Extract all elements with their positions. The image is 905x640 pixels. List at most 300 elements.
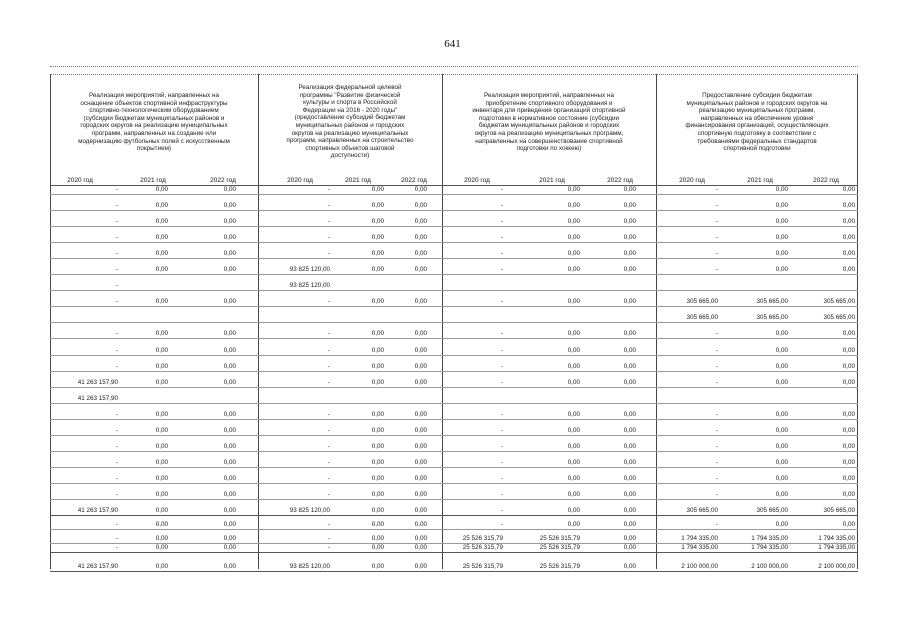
table-cell: 0,00 — [567, 490, 580, 498]
row-divider — [50, 355, 858, 356]
table-cell: - — [115, 490, 118, 498]
table-cell: 0,00 — [223, 535, 236, 542]
table-cell: 0,00 — [371, 218, 384, 226]
table-cell: 25 526 315,79 — [539, 544, 580, 551]
table-cell: 0,00 — [775, 426, 788, 434]
table-cell: 0,00 — [371, 202, 384, 210]
table-cell: - — [500, 442, 503, 450]
table-cell: - — [115, 442, 118, 450]
table-cell: 0,00 — [842, 346, 855, 354]
table-cell: - — [715, 346, 718, 354]
table-cell: 0,00 — [155, 266, 168, 274]
table-cell: 25 526 315,79 — [462, 544, 503, 551]
table-cell: - — [715, 234, 718, 242]
year-header-row — [50, 177, 858, 185]
table-cell: 0,00 — [842, 266, 855, 274]
table-cell: 0,00 — [155, 202, 168, 210]
table-cell: 0,00 — [567, 266, 580, 274]
table-cell: 0,00 — [414, 458, 427, 466]
table-cell: - — [715, 362, 718, 370]
table-cell: - — [500, 410, 503, 418]
table-cell: - — [115, 282, 118, 290]
table-cell: 0,00 — [155, 535, 168, 542]
table-cell: 0,00 — [414, 442, 427, 450]
table-cell: - — [500, 426, 503, 434]
header-divider — [50, 185, 858, 186]
table-cell: 0,00 — [842, 426, 855, 434]
year-header: 2022 год — [401, 177, 427, 184]
table-cell: 0,00 — [371, 563, 384, 570]
table-cell: 0,00 — [371, 442, 384, 450]
table-cell: 0,00 — [414, 410, 427, 418]
table-cell: 305 665,00 — [823, 507, 855, 514]
table-cell: 0,00 — [155, 378, 168, 386]
table-cell: - — [500, 186, 503, 193]
table-cell: 0,00 — [414, 426, 427, 434]
table-row — [50, 521, 858, 529]
table-cell: 0,00 — [775, 474, 788, 482]
table-row — [50, 298, 858, 306]
table-cell: - — [715, 186, 718, 193]
table-cell: 0,00 — [567, 521, 580, 528]
table-cell: 25 526 315,79 — [462, 535, 503, 542]
row-divider — [50, 387, 858, 388]
table-cell: - — [327, 490, 330, 498]
table-row — [50, 459, 858, 467]
table-cell: 0,00 — [371, 362, 384, 370]
year-header: 2020 год — [679, 177, 705, 184]
year-header: 2021 год — [345, 177, 371, 184]
table-cell: 0,00 — [223, 266, 236, 274]
table-cell: - — [500, 218, 503, 226]
table-cell: 305 665,00 — [823, 314, 855, 322]
table-cell: 0,00 — [567, 474, 580, 482]
year-header: 2022 год — [210, 177, 236, 184]
table-cell: - — [115, 426, 118, 434]
table-cell: 0,00 — [371, 458, 384, 466]
table-cell: 0,00 — [223, 544, 236, 551]
table-cell: - — [327, 544, 330, 551]
table-cell: 0,00 — [223, 202, 236, 210]
table-cell: 0,00 — [414, 535, 427, 542]
table-cell: 305 665,00 — [686, 298, 718, 306]
table-row — [50, 314, 858, 322]
table-cell: 0,00 — [623, 266, 636, 274]
table-cell: 0,00 — [623, 507, 636, 514]
table-cell: 1 794 335,00 — [818, 535, 855, 542]
table-row — [50, 443, 858, 451]
table-cell: - — [327, 458, 330, 466]
table-cell: 0,00 — [623, 535, 636, 542]
table-cell: 0,00 — [623, 563, 636, 570]
table-row — [50, 330, 858, 338]
table-cell: 0,00 — [223, 410, 236, 418]
row-divider — [50, 290, 858, 291]
row-divider — [50, 226, 858, 227]
table-cell: 0,00 — [842, 202, 855, 210]
table-cell: 305 665,00 — [756, 507, 788, 514]
table-cell: 93 825 120,00 — [289, 507, 330, 514]
table-cell: 41 263 157,90 — [77, 563, 118, 570]
row-divider — [50, 322, 858, 323]
table-cell: 0,00 — [567, 410, 580, 418]
table-cell: 0,00 — [414, 250, 427, 258]
table-cell: 0,00 — [623, 298, 636, 306]
table-cell: 0,00 — [567, 362, 580, 370]
table-row — [50, 250, 858, 258]
table-row — [50, 544, 858, 552]
table-cell: 0,00 — [414, 544, 427, 551]
table-cell: 0,00 — [155, 346, 168, 354]
table-cell: 0,00 — [414, 474, 427, 482]
table-cell: 0,00 — [371, 535, 384, 542]
table-cell: 0,00 — [623, 474, 636, 482]
table-cell: 0,00 — [371, 378, 384, 386]
table-cell: 0,00 — [223, 330, 236, 338]
top-dotted-border — [50, 66, 858, 67]
table-cell: 0,00 — [623, 490, 636, 498]
table-cell: 0,00 — [623, 426, 636, 434]
table-cell: 0,00 — [775, 378, 788, 386]
table-cell: 0,00 — [155, 218, 168, 226]
table-cell: 0,00 — [155, 250, 168, 258]
table-cell: 0,00 — [371, 426, 384, 434]
table-cell: 0,00 — [371, 507, 384, 514]
row-divider — [50, 499, 858, 500]
table-cell: 0,00 — [567, 346, 580, 354]
table-cell: - — [115, 521, 118, 528]
table-cell: 0,00 — [371, 298, 384, 306]
table-cell: 0,00 — [775, 346, 788, 354]
table-cell: 0,00 — [155, 544, 168, 551]
table-cell: 0,00 — [842, 458, 855, 466]
table-cell: 0,00 — [371, 346, 384, 354]
table-cell: 0,00 — [775, 186, 788, 193]
table-cell: 0,00 — [842, 410, 855, 418]
table-cell: 0,00 — [567, 202, 580, 210]
row-divider — [50, 451, 858, 452]
table-cell: - — [715, 426, 718, 434]
table-cell: 0,00 — [567, 507, 580, 514]
table-cell: 0,00 — [623, 218, 636, 226]
table-cell: - — [327, 234, 330, 242]
table-cell: - — [115, 186, 118, 193]
table-cell: 0,00 — [623, 362, 636, 370]
table-cell: - — [500, 202, 503, 210]
table-cell: 41 263 157,90 — [77, 507, 118, 514]
row-divider — [50, 371, 858, 372]
row-divider — [50, 467, 858, 468]
table-cell: - — [500, 298, 503, 306]
table-cell: 0,00 — [414, 346, 427, 354]
table-cell: 0,00 — [414, 298, 427, 306]
table-cell: 2 100 000,00 — [681, 563, 718, 570]
table-cell: 0,00 — [414, 378, 427, 386]
table-cell: 93 825 120,00 — [289, 563, 330, 570]
year-header: 2021 год — [747, 177, 773, 184]
row-divider — [50, 483, 858, 484]
table-cell: 0,00 — [567, 426, 580, 434]
row-divider — [50, 258, 858, 259]
row-divider — [50, 419, 858, 420]
table-cell: - — [115, 346, 118, 354]
table-cell: 0,00 — [223, 298, 236, 306]
table-cell: - — [715, 474, 718, 482]
table-cell: - — [327, 426, 330, 434]
table-cell: 1 794 335,00 — [681, 544, 718, 551]
table-cell: 0,00 — [223, 507, 236, 514]
table-row — [50, 491, 858, 499]
table-cell: 0,00 — [775, 490, 788, 498]
table-cell: - — [327, 202, 330, 210]
table-cell: 0,00 — [842, 442, 855, 450]
table-cell: - — [500, 490, 503, 498]
table-cell: 0,00 — [414, 521, 427, 528]
row-divider — [50, 515, 858, 516]
table-cell: 0,00 — [623, 234, 636, 242]
table-cell: 1 794 335,00 — [818, 544, 855, 551]
table-cell: - — [327, 298, 330, 306]
table-cell: - — [715, 410, 718, 418]
table-cell: 0,00 — [775, 362, 788, 370]
table-cell: - — [115, 266, 118, 274]
table-cell: 0,00 — [842, 378, 855, 386]
table-cell: 0,00 — [223, 234, 236, 242]
table-cell: 0,00 — [842, 234, 855, 242]
table-cell: 0,00 — [223, 346, 236, 354]
table-cell: 0,00 — [223, 378, 236, 386]
table-row — [50, 282, 858, 290]
table-cell: - — [115, 330, 118, 338]
year-header: 2020 год — [67, 177, 93, 184]
table-cell: - — [327, 535, 330, 542]
row-divider — [50, 210, 858, 211]
table-cell: - — [715, 442, 718, 450]
table-cell: 0,00 — [567, 250, 580, 258]
table-cell: 0,00 — [155, 521, 168, 528]
table-cell: 0,00 — [567, 442, 580, 450]
table-cell: 25 526 315,79 — [539, 563, 580, 570]
row-divider — [50, 571, 858, 572]
table-cell: 0,00 — [623, 250, 636, 258]
table-cell: 0,00 — [223, 490, 236, 498]
table-cell: 0,00 — [371, 521, 384, 528]
table-cell: - — [500, 346, 503, 354]
table-cell: - — [500, 266, 503, 274]
table-cell: - — [327, 186, 330, 193]
table-cell: 0,00 — [223, 362, 236, 370]
table-cell: 0,00 — [775, 442, 788, 450]
table-cell: - — [327, 442, 330, 450]
row-divider — [50, 435, 858, 436]
table-cell: - — [327, 521, 330, 528]
table-cell: - — [327, 330, 330, 338]
top-dotted-border-2 — [50, 74, 858, 75]
table-cell: - — [327, 218, 330, 226]
table-cell: 0,00 — [623, 202, 636, 210]
table-row — [50, 475, 858, 483]
table-row — [50, 395, 858, 403]
table-cell: 0,00 — [223, 250, 236, 258]
row-divider — [50, 242, 858, 243]
table-cell: 0,00 — [223, 474, 236, 482]
table-cell: 0,00 — [155, 563, 168, 570]
table-cell: 0,00 — [155, 426, 168, 434]
table-cell: 0,00 — [371, 490, 384, 498]
page-number: 641 — [444, 38, 461, 50]
table-cell: 305 665,00 — [756, 298, 788, 306]
table-cell: 0,00 — [155, 507, 168, 514]
table-cell: - — [715, 250, 718, 258]
table-cell: 0,00 — [775, 250, 788, 258]
table-cell: - — [715, 330, 718, 338]
table-cell: - — [500, 250, 503, 258]
table-cell: - — [327, 474, 330, 482]
table-cell: - — [500, 474, 503, 482]
table-cell: 0,00 — [414, 563, 427, 570]
table-cell: 0,00 — [371, 234, 384, 242]
table-cell: - — [715, 521, 718, 528]
table-cell: 0,00 — [155, 490, 168, 498]
table-cell: 0,00 — [414, 330, 427, 338]
table-cell: 0,00 — [842, 362, 855, 370]
table-cell: 0,00 — [371, 330, 384, 338]
table-cell: 0,00 — [567, 218, 580, 226]
table-cell: - — [115, 218, 118, 226]
table-cell: 0,00 — [155, 330, 168, 338]
table-cell: 0,00 — [155, 362, 168, 370]
table-cell: 0,00 — [414, 266, 427, 274]
table-cell: 0,00 — [842, 218, 855, 226]
row-divider — [50, 338, 858, 339]
table-cell: 0,00 — [775, 330, 788, 338]
table-cell: 0,00 — [623, 330, 636, 338]
table-cell: 0,00 — [371, 544, 384, 551]
table-cell: 0,00 — [775, 458, 788, 466]
year-header: 2022 год — [813, 177, 839, 184]
table-cell: 0,00 — [371, 410, 384, 418]
table-cell: 1 794 335,00 — [751, 535, 788, 542]
table-cell: 25 526 315,79 — [539, 535, 580, 542]
year-header: 2021 год — [140, 177, 166, 184]
table-cell: 0,00 — [414, 490, 427, 498]
table-row — [50, 363, 858, 371]
table-cell: 0,00 — [623, 378, 636, 386]
table-cell: 0,00 — [155, 474, 168, 482]
table-cell: 0,00 — [775, 234, 788, 242]
table-cell: - — [500, 521, 503, 528]
table-cell: 0,00 — [775, 218, 788, 226]
group-header-hockey-equipment: Реализация мероприятий, направленных на приобретение спортивного оборудования и инвентаря для приведения организаций спортивной подготовки в нормативное состояние (субсидии бюджетам муниципальных районов и городских округов на реализацию муниципальных программ, направленных на совершенствование спортивной подготовки по хоккею) — [472, 92, 626, 153]
table-cell: 0,00 — [414, 186, 427, 193]
table-cell: 0,00 — [155, 186, 168, 193]
table-cell: - — [715, 202, 718, 210]
table-cell: 0,00 — [775, 266, 788, 274]
table-cell: - — [327, 378, 330, 386]
table-cell: 0,00 — [567, 458, 580, 466]
table-cell: - — [500, 378, 503, 386]
table-cell: - — [115, 458, 118, 466]
table-cell: 0,00 — [842, 330, 855, 338]
table-row — [50, 347, 858, 355]
table-cell: 0,00 — [371, 250, 384, 258]
table-row — [50, 563, 858, 571]
year-header: 2020 год — [464, 177, 490, 184]
table-cell: 0,00 — [623, 521, 636, 528]
table-cell: 93 825 120,00 — [289, 282, 330, 290]
table-cell: 0,00 — [567, 298, 580, 306]
table-row — [50, 186, 858, 194]
table-cell: - — [115, 410, 118, 418]
table-cell: 0,00 — [775, 521, 788, 528]
table-cell: - — [715, 266, 718, 274]
year-header: 2020 год — [287, 177, 313, 184]
table-cell: - — [500, 458, 503, 466]
table-cell: 93 825 120,00 — [289, 266, 330, 274]
table-cell: 0,00 — [414, 507, 427, 514]
table-cell: - — [115, 202, 118, 210]
row-divider — [50, 194, 858, 195]
table-cell: - — [500, 507, 503, 514]
table-cell: 0,00 — [775, 410, 788, 418]
table-cell: 0,00 — [371, 266, 384, 274]
table-cell: 0,00 — [623, 346, 636, 354]
table-row — [50, 379, 858, 387]
table-cell: 0,00 — [567, 330, 580, 338]
table-cell: 0,00 — [223, 442, 236, 450]
table-cell: - — [115, 544, 118, 551]
table-cell: 0,00 — [623, 442, 636, 450]
table-cell: 0,00 — [414, 234, 427, 242]
table-cell: 0,00 — [567, 378, 580, 386]
table-cell: - — [715, 490, 718, 498]
table-cell: - — [115, 234, 118, 242]
table-cell: - — [115, 474, 118, 482]
table-cell: 0,00 — [223, 186, 236, 193]
table-cell: 0,00 — [371, 186, 384, 193]
row-divider — [50, 403, 858, 404]
table-cell: 2 100 000,00 — [818, 563, 855, 570]
table-cell: - — [327, 250, 330, 258]
table-row — [50, 411, 858, 419]
table-cell: 0,00 — [414, 362, 427, 370]
table-row — [50, 266, 858, 274]
table-cell: - — [327, 410, 330, 418]
year-header: 2021 год — [539, 177, 565, 184]
table-cell: 0,00 — [223, 521, 236, 528]
table-cell: 0,00 — [623, 186, 636, 193]
table-cell: 0,00 — [623, 410, 636, 418]
table-cell: 0,00 — [775, 202, 788, 210]
table-row — [50, 234, 858, 242]
table-cell: 0,00 — [842, 474, 855, 482]
table-cell: - — [115, 250, 118, 258]
table-cell: 305 665,00 — [686, 507, 718, 514]
table-row — [50, 218, 858, 226]
table-cell: 0,00 — [842, 250, 855, 258]
table-cell: 0,00 — [155, 234, 168, 242]
table-cell: 305 665,00 — [823, 298, 855, 306]
row-divider — [50, 529, 858, 530]
table-cell: 25 526 315,79 — [462, 563, 503, 570]
table-cell: 0,00 — [155, 298, 168, 306]
table-cell: 1 794 335,00 — [681, 535, 718, 542]
row-divider — [50, 274, 858, 275]
table-cell: 0,00 — [567, 186, 580, 193]
table-cell: - — [500, 362, 503, 370]
table-cell: 0,00 — [155, 442, 168, 450]
group-header-federal-program: Реализация федеральной целевой программы "Развитие физической культуры и спорта в Российской Федерации на 2016 - 2020 годы" (предоставление субсидий бюджетам муниципальных районов и городских округов на реализацию муниципальных программ, направленных на строительство спортивных объектов шаговой доступности) — [286, 84, 414, 160]
